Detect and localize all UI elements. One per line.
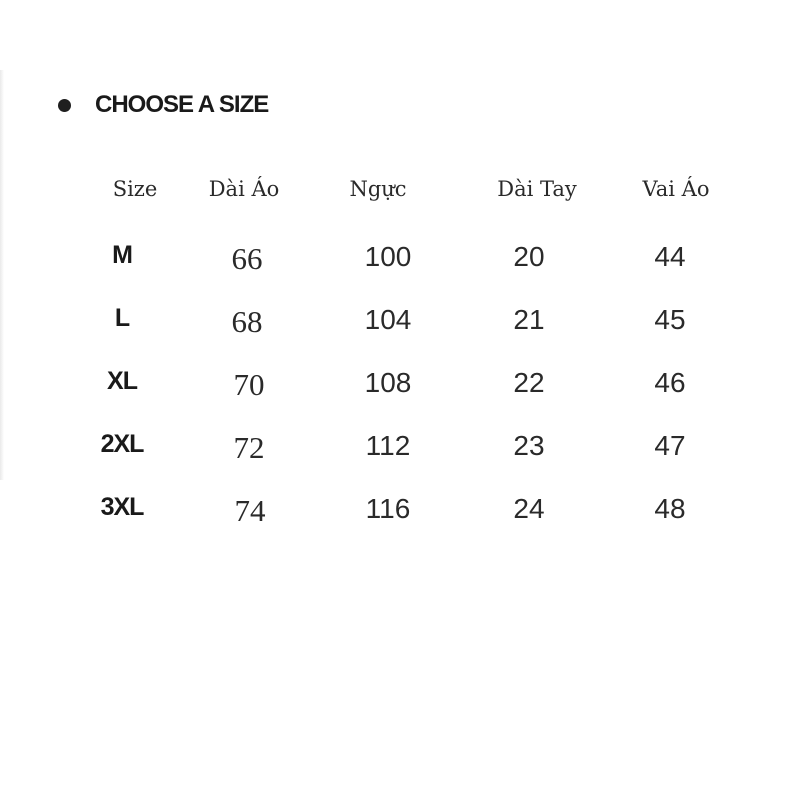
length-cell: 66 bbox=[231, 241, 263, 276]
shoulder-cell: 46 bbox=[654, 367, 686, 398]
sleeve-cell: 21 bbox=[513, 304, 545, 335]
shoulder-cell: 44 bbox=[654, 241, 686, 272]
chest-cell: 100 bbox=[364, 241, 412, 272]
table-row bbox=[0, 493, 800, 533]
column-header-chest: Ngực bbox=[349, 177, 407, 201]
table-row bbox=[0, 241, 800, 281]
heading-title: CHOOSE A SIZE bbox=[95, 91, 269, 118]
length-cell: 74 bbox=[234, 493, 266, 528]
column-header-shoulder: Vai Áo bbox=[642, 177, 710, 201]
column-header-length: Dài Áo bbox=[208, 177, 280, 201]
table-row bbox=[0, 367, 800, 407]
column-header-sleeve: Dài Tay bbox=[497, 177, 577, 201]
length-cell: 70 bbox=[233, 367, 265, 402]
chest-cell: 108 bbox=[364, 367, 412, 398]
sleeve-cell: 24 bbox=[513, 493, 545, 524]
sleeve-cell: 22 bbox=[513, 367, 545, 398]
sleeve-cell: 20 bbox=[513, 241, 545, 272]
chest-cell: 116 bbox=[365, 493, 411, 524]
length-cell: 68 bbox=[231, 304, 263, 339]
size-cell: 3XL bbox=[100, 493, 144, 521]
shoulder-cell: 47 bbox=[654, 430, 686, 461]
chest-cell: 112 bbox=[365, 430, 411, 461]
shoulder-cell: 48 bbox=[654, 493, 686, 524]
bullet-dot-icon bbox=[58, 99, 71, 112]
size-cell: L bbox=[114, 304, 130, 332]
sleeve-cell: 23 bbox=[513, 430, 545, 461]
size-cell: M bbox=[112, 241, 132, 269]
length-cell: 72 bbox=[233, 430, 265, 465]
size-cell: XL bbox=[107, 367, 137, 395]
chest-cell: 104 bbox=[364, 304, 412, 335]
column-header-size: Size bbox=[112, 177, 158, 201]
table-row bbox=[0, 304, 800, 344]
section-heading bbox=[58, 88, 268, 122]
table-row bbox=[0, 430, 800, 470]
size-cell: 2XL bbox=[100, 430, 144, 458]
shoulder-cell: 45 bbox=[654, 304, 686, 335]
